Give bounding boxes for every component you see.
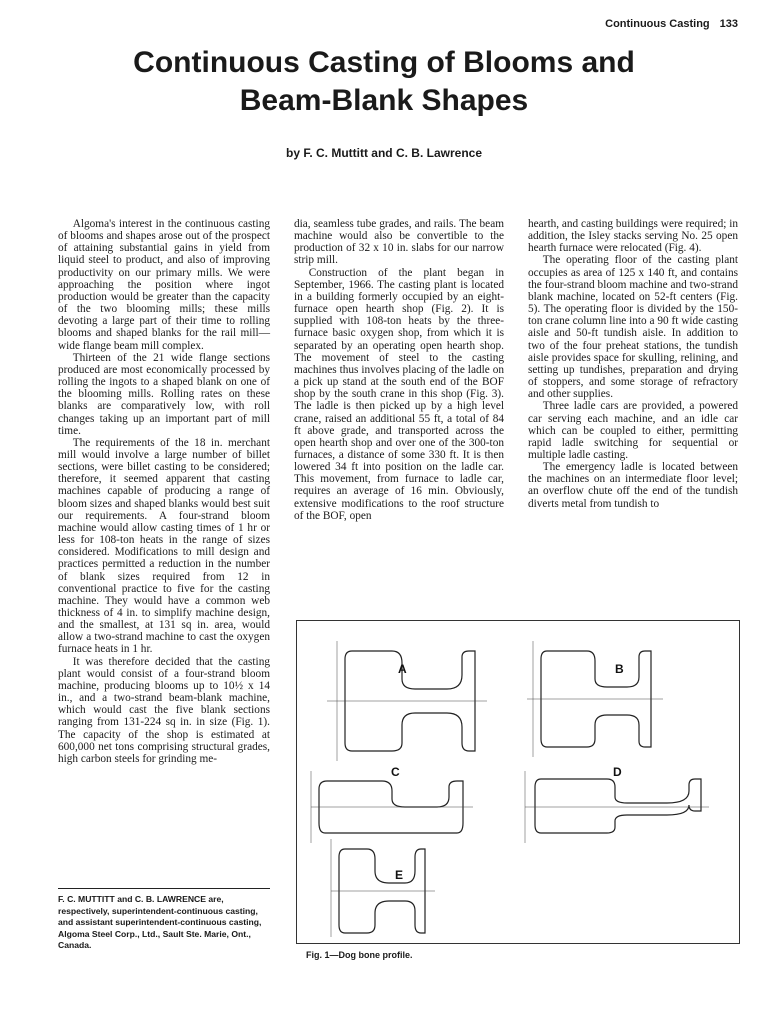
paragraph: Construction of the plant began in September, 1966. The casting plant is located in a building formerly occupied by an eight-furnace open hearth shop (Fig. 2). It is supplied with 108-ton heats by the three-furnace basic oxygen shop, from which it is separated by an operating open hearth shop. The movement of steel to the casting machines thus involves placing of the ladle on a pick up stand at the south end of the BOF shop by the south crane in this shop (Fig. 3). The ladle is then picked up by a high level crane, raised an additional 55 ft, a total of 84 ft above grade, and transported across the open hearth shop and over one of the 300-ton furnaces, a distance of some 330 ft. It is then lowered 34 ft into position on the ladle car. This movement, from furnace to ladle car, requires an average of 16 min. Obviously, extensive modifications to the roof structure of the BOF, open (294, 266, 504, 522)
figure-caption: Fig. 1—Dog bone profile. (306, 950, 413, 960)
author-byline: by F. C. Muttitt and C. B. Lawrence (285, 146, 482, 160)
paragraph: Thirteen of the 21 wide flange sections produced are most economically processed by rolling the ingots to a shaped blank on one of the blooming mills. Rolling rates on these blanks are comparatively low, with roll changes taking up an important part of mill time. (58, 351, 270, 437)
profile-label-d: D (613, 765, 622, 779)
profile-label-e: E (395, 868, 404, 882)
page-number: 133 (719, 18, 738, 30)
column-3 (528, 218, 738, 510)
author-footnote: F. C. MUTTITT and C. B. LAWRENCE are, respectively, superintendent-continuous casting, and assistant superintendent-continuous casting, Algoma Steel Corp., Ltd., Sault Ste. Marie, Ont., Canada. (58, 888, 270, 952)
profile-label-a: A (398, 662, 407, 676)
profile-d-outline (535, 779, 701, 833)
paragraph: The emergency ladle is located between the machines on an intermediate floor level; an overflow chute off the end of the tundish diverts metal from tundish to (528, 461, 738, 510)
figure-dog-bone-profiles (296, 620, 740, 944)
column-2 (294, 218, 504, 522)
title-line-2: Beam-Blank Shapes (239, 84, 529, 117)
running-head-title: Continuous Casting (605, 18, 710, 30)
title-line-1: Continuous Casting of Blooms and (133, 46, 635, 79)
paragraph: The requirements of the 18 in. merchant mill would involve a large number of billet sections, were billet casting to be considered; therefore, it seemed apparent that casting machines capable of producing a range of bloom sizes and shaped blanks would best suit our requirements. A four-strand bloom machine would allow casting times of 1 hr or less for 108-ton heats in the range of sizes considered. Modifications to mill design and practices permitted a reduction in the number of blank sizes required from 12 in conventional practice to five for the casting machine. They would have a common web thickness of 4 in. to simplify machine design, and the smallest, at 131 sq in. area, would allow a two-strand machine to cast the oxygen furnace heats in 1 hr. (58, 436, 270, 656)
paragraph: The operating floor of the casting plant occupies as area of 125 x 140 ft, and contains the four-strand bloom machine and two-strand blank machine, located on 52-ft centers (Fig. 5). The operating floor is divided by the 150-ton crane column line into a 90 ft wide casting aisle and 50-ft tundish aisle. In addition to two of the four preheat stations, the tundish aisle provides space for skulling, relining, and setting up tundishes, preparation and drying of stoppers, and some storage of refractory and other supplies. (528, 254, 738, 401)
paragraph: It was therefore decided that the casting plant would consist of a four-strand bloom machine, producing blooms up to 10½ x 14 in., and a two-strand beam-blank machine, which would cast the five blank sections ranging from 131-224 sq in. in size (Fig. 1). The capacity of the shop is estimated at 600,000 net tons comprising structural grades, high carbon steels for grinding me- (58, 655, 270, 765)
paragraph: Algoma's interest in the continuous casting of blooms and shapes arose out of the prospect of attaining substantial gains in yield from liquid steel to product, and also of improving productivity on our primary mills. We were approaching the position where ingot production would be greater than the capacity of the two blooming mills; these mills devoting a large part of their time to rolling blooms and shaped blanks for the rail mill—wide flange beam mill complex. (58, 218, 270, 352)
paragraph: Three ladle cars are provided, a powered car serving each machine, and an idle car which can be coupled to either, permitting rapid ladle switching for sequential or multiple ladle casting. (528, 400, 738, 461)
profile-label-c: C (391, 765, 400, 779)
profile-label-b: B (615, 662, 624, 676)
article-title (0, 44, 768, 120)
running-head (595, 18, 738, 30)
profile-drawings (297, 621, 739, 943)
column-1 (58, 218, 270, 765)
paragraph: dia, seamless tube grades, and rails. The beam machine would also be convertible to the production of 32 x 10 in. slabs for our narrow strip mill. (294, 218, 504, 267)
paragraph: hearth, and casting buildings were required; in addition, the Isley stacks serving No. 25 open hearth furnace were relocated (Fig. 4). (528, 218, 738, 255)
